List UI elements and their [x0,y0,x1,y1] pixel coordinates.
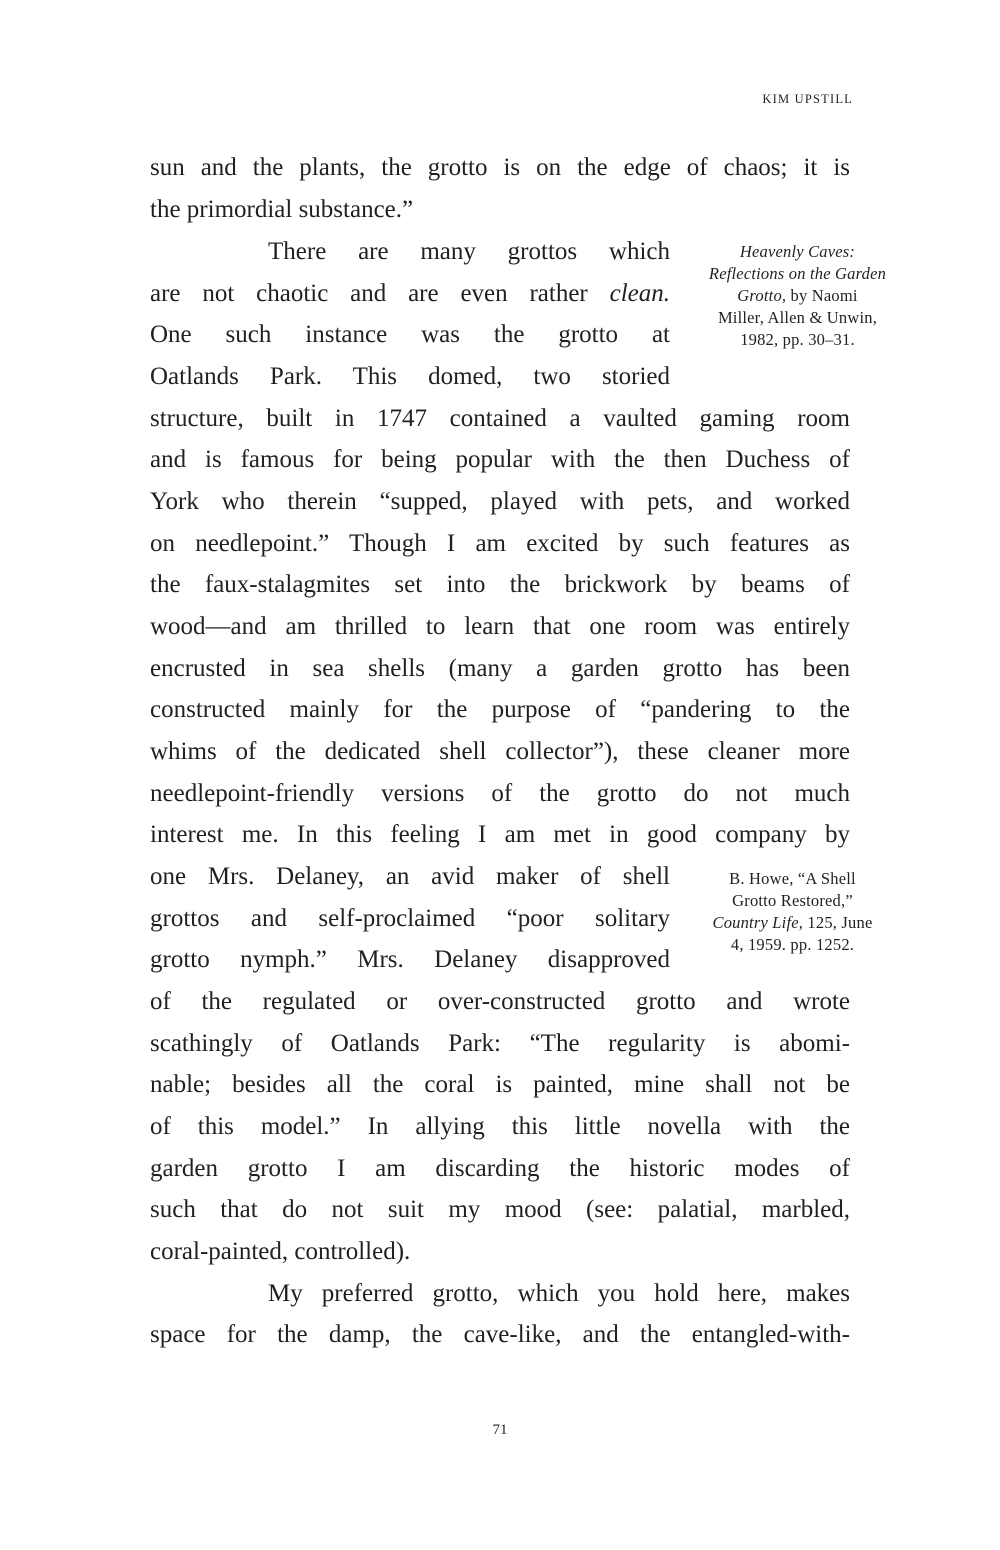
sidenote-line: 4, 1959. pp. 1252. [730,935,855,954]
text-line: and is famous for being popular with the then Duchess of [150,446,850,473]
text-line: garden grotto I am discarding the historic modes of [150,1155,850,1182]
text-line: space for the damp, the cave-like, and the entangled-with- [150,1321,850,1348]
sidenote-line [690,285,905,307]
text-line [150,279,670,309]
text-line: sun and the plants, the grotto is on the edge of chaos; it is [150,154,850,181]
sidenote-text: by Naomi [786,286,858,305]
text-line: One such instance was the grotto at [150,321,670,348]
text-line: the primordial substance.” [150,196,414,223]
text-line: interest me. In this feeling I am met in good company by [150,821,850,848]
text-line: nable; besides all the coral is painted, mine shall not be [150,1071,850,1098]
text-line: the faux-stalagmites set into the brickwork by beams of [150,571,850,598]
text-line: such that do not suit my mood (see: palatial, marbled, [150,1196,850,1223]
sidenote-italic: Reflections on the Garden [708,264,887,283]
sidenote-line: 1982, pp. 30–31. [740,330,855,349]
sidenote-line [690,241,905,263]
sidenote-italic: Country Life, [712,913,804,932]
text-line: scathingly of Oatlands Park: “The regularity is abomi- [150,1030,850,1057]
text-line: York who therein “supped, played with pets, and worked [150,488,850,515]
text-line: whims of the dedicated shell collector”), these cleaner more [150,738,850,765]
text-line: grottos and self-proclaimed “poor solitary [150,905,670,932]
text-line: of the regulated or over-constructed grotto and wrote [150,988,850,1015]
text-line: structure, built in 1747 contained a vaulted gaming room [150,405,850,432]
text-line: Oatlands Park. This domed, two storied [150,363,670,390]
running-head: KIM UPSTILL [762,92,853,106]
sidenote-heavenly-caves [690,241,905,351]
text-line: on needlepoint.” Though I am excited by such features as [150,530,850,557]
text-line: coral-painted, controlled). [150,1238,411,1265]
text-line: constructed mainly for the purpose of “pandering to the [150,696,850,723]
text-line: of this model.” In allying this little novella with the [150,1113,850,1140]
sidenote-italic: Grotto, [737,286,787,305]
text-line: one Mrs. Delaney, an avid maker of shell [150,863,670,890]
sidenote-italic: Heavenly Caves: [739,242,856,261]
text-line: My preferred grotto, which you hold here, makes [268,1280,850,1307]
sidenote-line: Miller, Allen & Unwin, [717,308,878,327]
text-line: encrusted in sea shells (many a garden grotto has been [150,655,850,682]
page-number: 71 [492,1422,508,1438]
sidenote-line: B. Howe, “A Shell [729,869,856,888]
sidenote-text: 125, June [803,913,873,932]
emphasis-clean: clean. [609,280,670,307]
text-line-part: are not chaotic and are even rather [150,280,588,307]
sidenote-shell-grotto [690,868,895,956]
text-line: There are many grottos which [268,238,670,265]
sidenote-line: Grotto Restored,” [732,891,853,910]
text-line: grotto nymph.” Mrs. Delaney disapproved [150,946,670,973]
text-line: needlepoint-friendly versions of the grotto do not much [150,780,850,807]
sidenote-line [690,912,895,934]
text-line: wood—and am thrilled to learn that one room was entirely [150,613,850,640]
sidenote-line [690,263,905,285]
